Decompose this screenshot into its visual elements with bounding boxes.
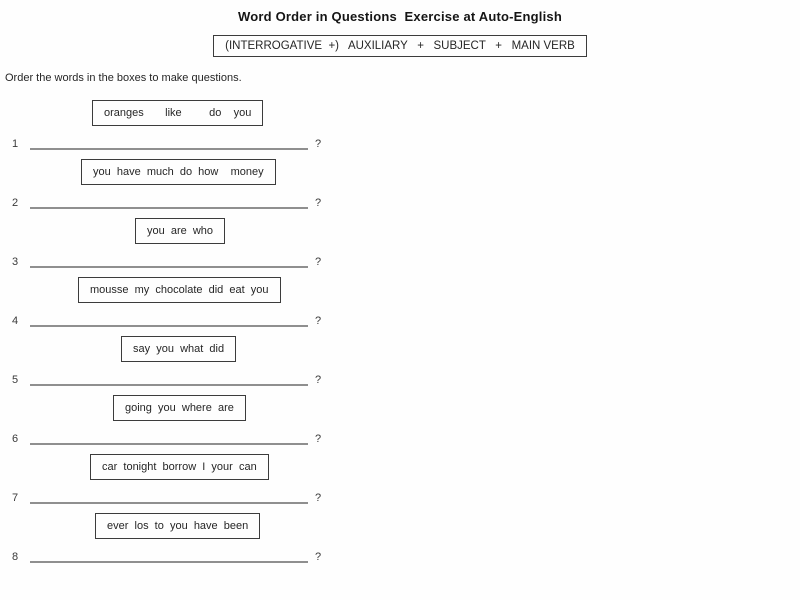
exercise-row xyxy=(0,84,800,150)
question-mark: ? xyxy=(315,315,322,327)
word-box: car tonight borrow I your can xyxy=(90,454,269,480)
answer-blank xyxy=(30,135,308,150)
answer-blank xyxy=(30,548,308,563)
word-box: you are who xyxy=(135,218,225,244)
answer-row xyxy=(12,253,800,268)
word-box: you have much do how money xyxy=(81,159,276,185)
question-mark: ? xyxy=(315,374,322,386)
answer-row xyxy=(12,312,800,327)
exercise-row xyxy=(0,327,800,386)
formula-row xyxy=(0,35,800,57)
answer-row xyxy=(12,135,800,150)
page-title: Word Order in Questions Exercise at Auto-English xyxy=(237,9,563,24)
exercise-row xyxy=(0,209,800,268)
answer-blank xyxy=(30,194,308,209)
answer-blank xyxy=(30,371,308,386)
question-mark: ? xyxy=(315,256,322,268)
word-box: say you what did xyxy=(121,336,236,362)
exercise-row xyxy=(0,445,800,504)
exercise-number: 8 xyxy=(12,551,19,563)
question-mark: ? xyxy=(315,138,322,150)
exercise-number: 7 xyxy=(12,492,19,504)
answer-blank xyxy=(30,253,308,268)
word-box: oranges like do you xyxy=(92,100,263,126)
word-box: mousse my chocolate did eat you xyxy=(78,277,281,303)
formula-box: (INTERROGATIVE +) AUXILIARY + SUBJECT + MAIN VERB xyxy=(213,35,587,57)
answer-blank xyxy=(30,489,308,504)
exercise-number: 2 xyxy=(12,197,19,209)
exercise-number: 4 xyxy=(12,315,19,327)
exercise-number: 3 xyxy=(12,256,19,268)
question-mark: ? xyxy=(315,197,322,209)
question-mark: ? xyxy=(315,551,322,563)
answer-row xyxy=(12,548,800,563)
question-mark: ? xyxy=(315,492,322,504)
exercise-row xyxy=(0,504,800,563)
exercise-row xyxy=(0,386,800,445)
exercise-number: 6 xyxy=(12,433,19,445)
answer-blank xyxy=(30,430,308,445)
answer-blank xyxy=(30,312,308,327)
answer-row xyxy=(12,194,800,209)
exercise-number: 5 xyxy=(12,374,19,386)
word-box: going you where are xyxy=(113,395,246,421)
answer-row xyxy=(12,430,800,445)
instruction-text: Order the words in the boxes to make questions. xyxy=(5,72,242,84)
answer-row xyxy=(12,371,800,386)
exercise-number: 1 xyxy=(12,138,19,150)
answer-row xyxy=(12,489,800,504)
question-mark: ? xyxy=(315,433,322,445)
exercise-row xyxy=(0,150,800,209)
word-box: ever los to you have been xyxy=(95,513,260,539)
exercise-row xyxy=(0,268,800,327)
